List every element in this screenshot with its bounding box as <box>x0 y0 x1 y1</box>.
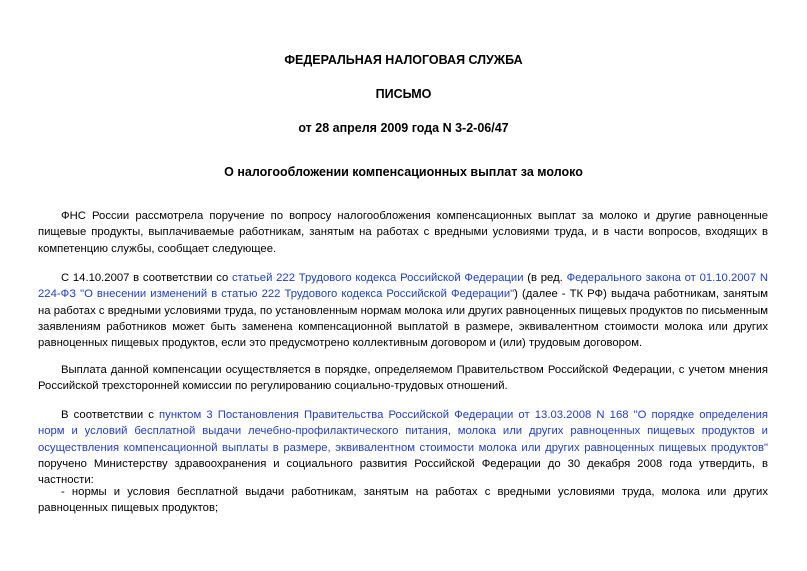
paragraph-4-text-1: В соответствии с <box>61 409 160 421</box>
paragraph-5: - нормы и условия бесплатной выдачи работникам, занятым на работах с вредными условиями труда, молока или других равноценных пищевых продуктов; <box>38 486 768 515</box>
paragraph-2-text-2: (в ред. <box>523 272 567 284</box>
paragraph-2-text-1: С 14.10.2007 в соответствии со <box>61 272 233 284</box>
document-subject: О налогообложении компенсационных выплат за молоко <box>224 165 583 179</box>
document-type: ПИСЬМО <box>375 87 432 101</box>
paragraph-2-text-3: ) (далее - ТК РФ) выдача работникам, занятым на работах с вредными условиями труда, по установленным нормам молока или других равноценных пищевых продуктов по письменным заявлениям работников может быть заменена компенсационной выплатой в размере, эквивалентном стоимости молока или других равноценных пищевых продуктов, если это предусмотрено коллективным договором и (или) трудовым договором. <box>38 288 768 350</box>
paragraph-1: ФНС России рассмотрела поручение по вопросу налогообложения компенсационных выплат за молоко и другие равноценные пищевые продукты, выплачиваемые работникам, занятым на работах с вредными условиями труда, и в части вопросов, входящих в компетенцию службы, сообщает следующее. <box>38 210 768 255</box>
document-date-number: от 28 апреля 2009 года N 3-2-06/47 <box>298 121 509 135</box>
paragraph-3: Выплата данной компенсации осуществляется в порядке, определяемом Правительством Российской Федерации, с учетом мнения Российской трехсторонней комиссии по регулированию социально-трудовых отношений. <box>38 364 768 393</box>
paragraph-2 <box>38 270 768 351</box>
paragraph-4 <box>38 407 768 488</box>
link-resolution-168[interactable]: пунктом 3 Постановления Правительства Российской Федерации от 13.03.2008 N 168 "О порядке определения норм и условий бесплатной выдачи лечебно-профилактического питания, молока или других равноценных пищевых продуктов и осуществления компенсационной выплаты в размере, эквивалентном стоимости молока или других равноценных пищевых продуктов" <box>38 409 769 454</box>
link-article-222[interactable]: статьей 222 Трудового кодекса Российской Федерации <box>232 272 524 284</box>
agency-title: ФЕДЕРАЛЬНАЯ НАЛОГОВАЯ СЛУЖБА <box>284 53 523 67</box>
link-federal-law-224[interactable]: Федерального закона от 01.10.2007 N 224-ФЗ "О внесении изменений в статью 222 Трудового кодекса Российской Федерации" <box>38 272 769 301</box>
paragraph-4-text-2: поручено Министерству здравоохранения и социального развития Российской Федерации до 30 декабря 2008 года утвердить, в частности: <box>38 457 768 487</box>
